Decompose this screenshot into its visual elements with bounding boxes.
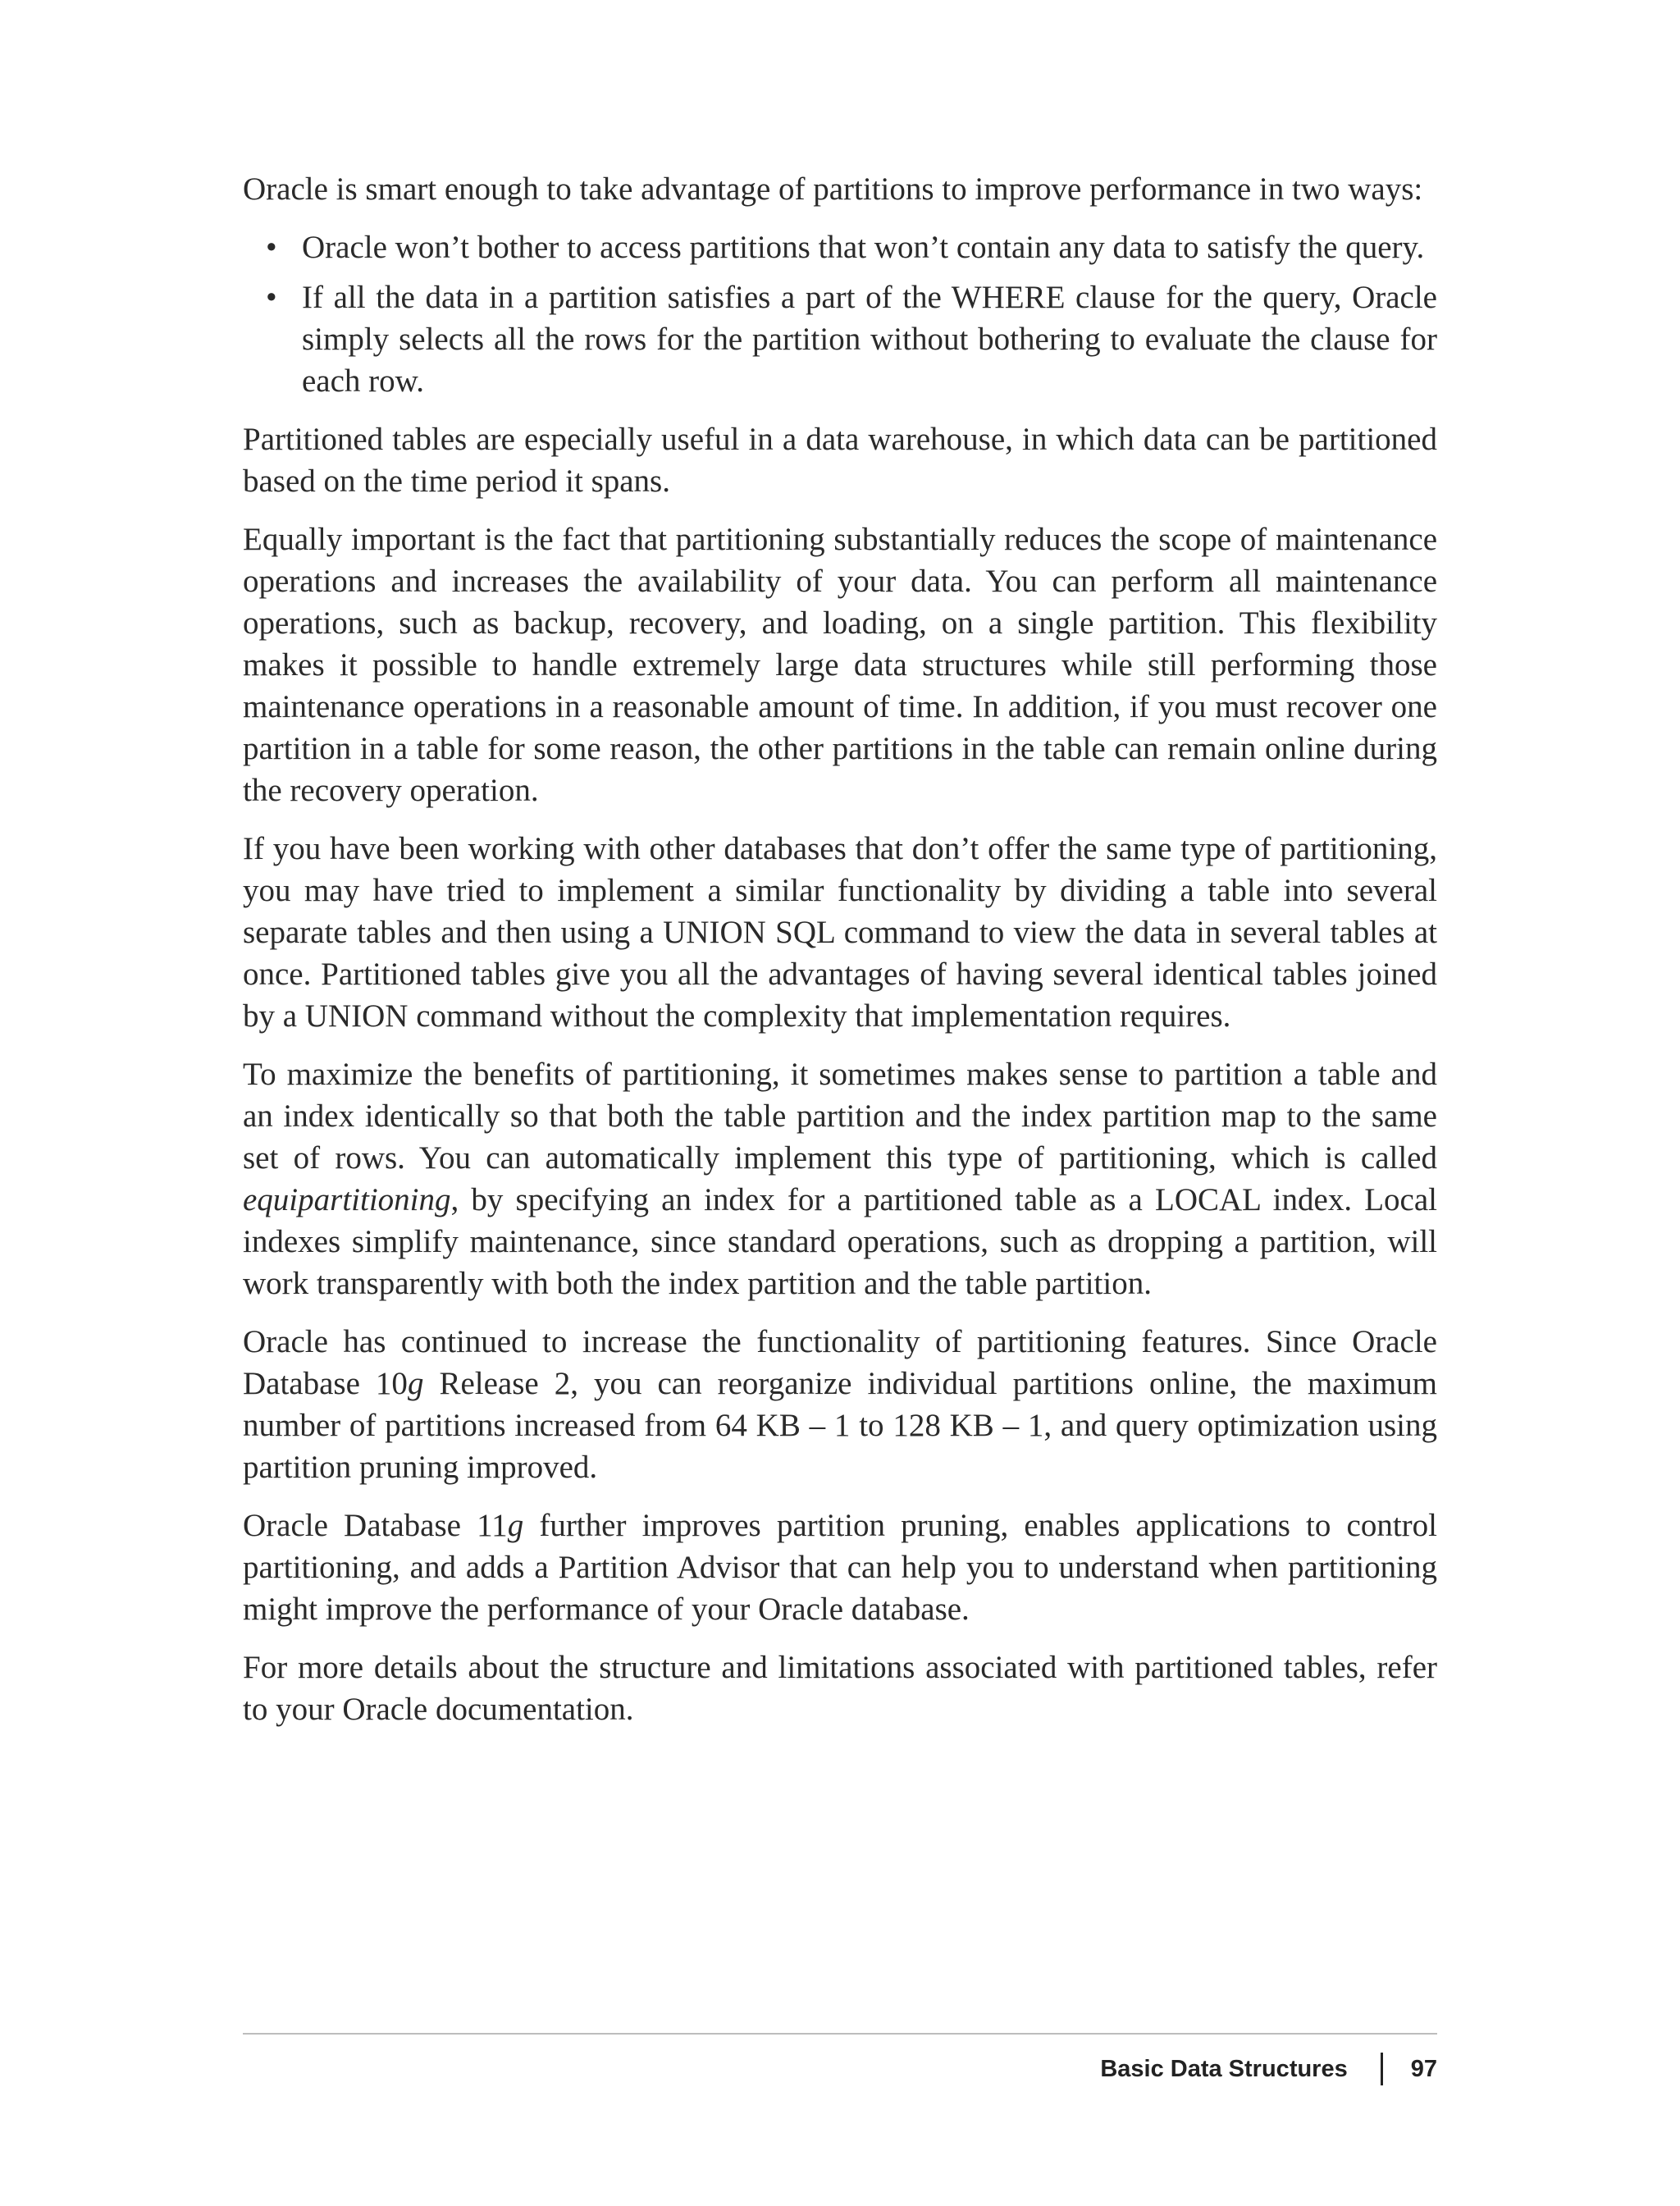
paragraph-11g — [243, 1505, 1437, 1630]
bullet-icon: • — [266, 230, 277, 265]
text-span: , by specifying an index for a partitioned table as a LOCAL index. Local indexes simplify maintenance, since standard operations, such as dropping a partition, will work transparently with both the index partition and the table partition. — [243, 1182, 1437, 1301]
bullet-icon: • — [266, 280, 277, 315]
list-item-text: If all the data in a partition satisfies a part of the WHERE clause for the query, Oracle simply selects all the rows for the partition without bothering to evaluate the clause for each row. — [302, 280, 1437, 399]
bullet-list — [243, 226, 1437, 402]
paragraph-union: If you have been working with other databases that don’t offer the same type of partitioning, you may have tried to implement a similar functionality by dividing a table into several separate tables and then using a UNION SQL command to view the data in several tables at once. Partitioned tables give you all the advantages of having several identical tables joined by a UNION command without the complexity that implementation requires. — [243, 831, 1437, 1034]
paragraph-equipartitioning — [243, 1053, 1437, 1304]
list-item — [243, 276, 1437, 402]
page-number: 97 — [1410, 2055, 1437, 2082]
intro-paragraph: Oracle is smart enough to take advantage of partitions to improve performance in two ways: — [243, 171, 1423, 207]
footer-divider — [243, 2033, 1437, 2035]
list-item — [243, 226, 1437, 268]
paragraph-maintenance: Equally important is the fact that partitioning substantially reduces the scope of maintenance operations and increases the availability of your data. You can perform all maintenance operations, such as backup, recovery, and loading, on a single partition. This flexibility makes it possible to handle extremely large data structures while still performing those maintenance operations in a reasonable amount of time. In addition, if you must recover one partition in a table for some reason, the other partitions in the table can remain online during the recovery operation. — [243, 522, 1437, 808]
text-span: further improves partition pruning, enables applications to control partitioning, and adds a Partition Advisor that can help you to understand when partitioning might improve the performance of your Oracle database. — [243, 1508, 1437, 1627]
text-span: To maximize the benefits of partitioning, it sometimes makes sense to partition a table and an index identically so that both the table partition and the index partition map to the same set of rows. You can automatically implement this type of partitioning, which is called — [243, 1057, 1437, 1176]
paragraph-10g — [243, 1321, 1437, 1488]
text-span: Release 2, you can reorganize individual partitions online, the maximum number of partitions increased from 64 KB – 1 to 128 KB – 1, and query optimization using partition pruning improved. — [243, 1366, 1438, 1485]
body-text — [243, 168, 1437, 1747]
paragraph-more-details: For more details about the structure and limitations associated with partitioned tables, refer to your Oracle documentation. — [243, 1650, 1437, 1727]
emphasis-term: g — [507, 1508, 524, 1543]
text-span: Oracle has continued to increase the functionality of partitioning features. Since Oracle Database 10 — [243, 1324, 1437, 1401]
paragraph-data-warehouse: Partitioned tables are especially useful in a data warehouse, in which data can be partitioned based on the time period it spans. — [243, 422, 1437, 499]
list-item-text: Oracle won’t bother to access partitions that won’t contain any data to satisfy the query. — [302, 230, 1425, 265]
page-footer — [1100, 2048, 1437, 2090]
running-footer-title: Basic Data Structures — [1100, 2055, 1348, 2082]
emphasis-term: g — [407, 1366, 424, 1401]
footer-separator — [1381, 2053, 1383, 2085]
emphasis-term: equipartitioning — [243, 1182, 451, 1217]
text-span: Oracle Database 11 — [243, 1508, 508, 1543]
